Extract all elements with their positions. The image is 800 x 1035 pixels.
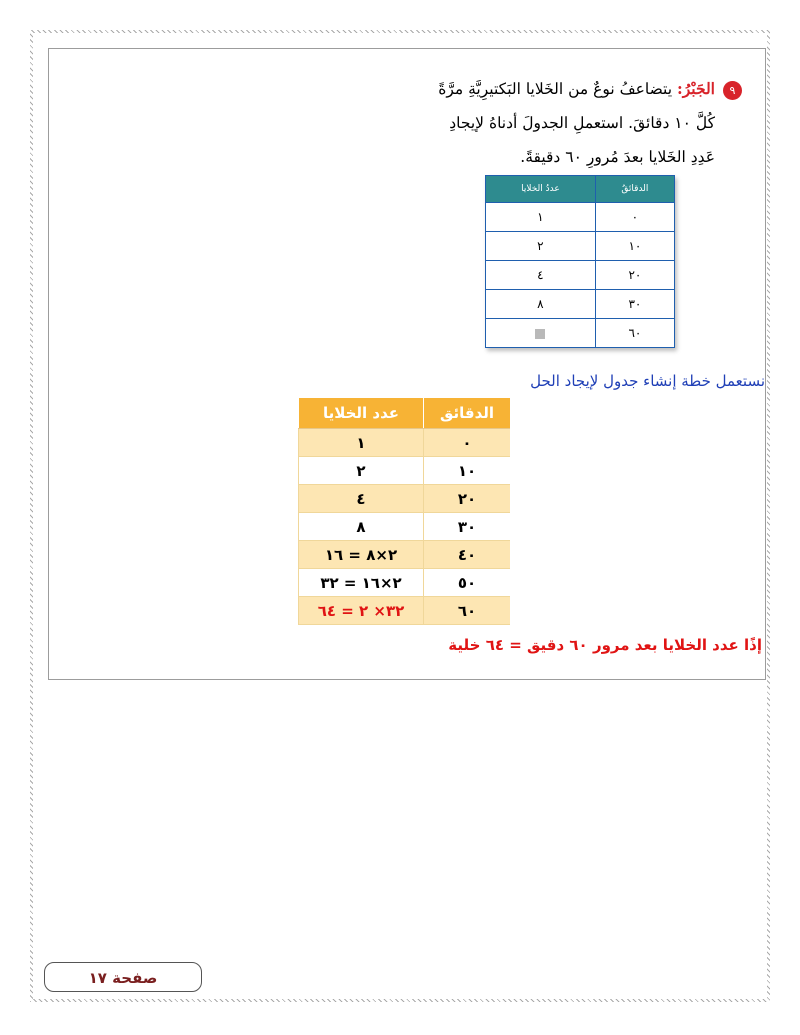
cells-cell: ٢	[486, 232, 596, 261]
minutes-cell: ٢٠	[595, 261, 674, 290]
minutes-cell: ٥٠	[424, 569, 511, 597]
minutes-cell: ١٠	[595, 232, 674, 261]
cells-cell: ٤	[486, 261, 596, 290]
minutes-cell: ٠	[595, 203, 674, 232]
table-row	[299, 429, 511, 457]
solution-header-cells: عدد الخلايا	[299, 398, 424, 429]
problem-text-line-3: عَدِدِ الخَلايا بعدَ مُرورِ ٦٠ دقيقةً.	[520, 148, 715, 166]
minutes-cell: ٦٠	[424, 597, 511, 625]
problem-statement	[362, 72, 742, 174]
table-row	[486, 290, 675, 319]
problem-text-line-1: يتضاعفُ نوعٌ من الخَلايا البَكتيرِيَّةِ مرَّةً	[438, 80, 673, 98]
solution-header-minutes: الدقائق	[424, 398, 511, 429]
cells-cell: ٢×٨ = ١٦	[299, 541, 424, 569]
minutes-cell: ٦٠	[595, 319, 674, 348]
page-number-label: صفحة ١٧	[44, 962, 202, 992]
table-row	[299, 457, 511, 485]
table-row	[486, 232, 675, 261]
minutes-cell: ٣٠	[424, 513, 511, 541]
minutes-cell: ٢٠	[424, 485, 511, 513]
cells-cell: ٨	[299, 513, 424, 541]
solution-plan-heading: نستعمل خطة إنشاء جدول لإيجاد الحل	[530, 372, 765, 390]
gray-square-icon	[535, 329, 545, 339]
unknown-cell	[486, 319, 596, 348]
cells-cell: ٤	[299, 485, 424, 513]
cells-cell: ١	[486, 203, 596, 232]
minutes-cell: ٤٠	[424, 541, 511, 569]
textbook-header-cells: عددُ الخلايا	[486, 176, 596, 203]
table-row	[299, 541, 511, 569]
cells-cell: ٨	[486, 290, 596, 319]
solution-table	[298, 398, 510, 625]
table-row	[299, 569, 511, 597]
conclusion-text: إذًا عدد الخلايا بعد مرور ٦٠ دقيق = ٦٤ خلية	[448, 636, 762, 654]
cells-cell: ٢×١٦ = ٣٢	[299, 569, 424, 597]
table-row	[486, 319, 675, 348]
problem-label: الجَبْرُ:	[677, 79, 715, 98]
minutes-cell: ١٠	[424, 457, 511, 485]
cells-cell: ١	[299, 429, 424, 457]
table-row	[486, 203, 675, 232]
result-cell: ٣٢× ٢ = ٦٤	[299, 597, 424, 625]
problem-text-line-2: كُلَّ ١٠ دقائقَ. استعملِ الجدولَ أدناهُ لإيجادِ	[449, 114, 715, 132]
minutes-cell: ٠	[424, 429, 511, 457]
table-row	[299, 513, 511, 541]
textbook-table	[485, 175, 675, 348]
table-row	[486, 261, 675, 290]
textbook-header-minutes: الدقائقُ	[595, 176, 674, 203]
cells-cell: ٢	[299, 457, 424, 485]
minutes-cell: ٣٠	[595, 290, 674, 319]
table-row	[299, 485, 511, 513]
table-row	[299, 597, 511, 625]
problem-number-badge: ٩	[723, 81, 742, 100]
